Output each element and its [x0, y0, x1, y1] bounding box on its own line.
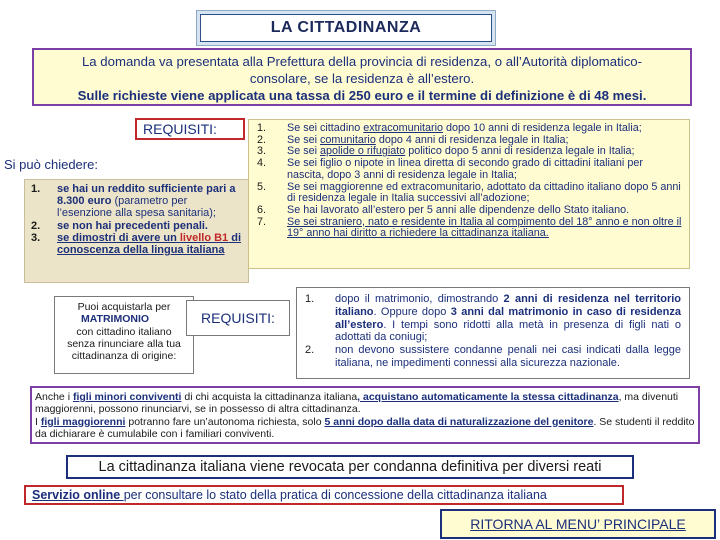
requisito-number: 6. — [257, 203, 267, 216]
matrimonio-line: Puoi acquistarla per — [77, 301, 171, 313]
figli-text: di chi acquista la cittadinanza italiana — [181, 391, 358, 403]
requisito-text: politico dopo 5 anni di residenza legale in Italia; — [405, 145, 635, 158]
figli-keyword: , acquistano automaticamente la stessa cittadinanza — [357, 391, 619, 403]
matrimonio-keyword: MATRIMONIO — [81, 313, 150, 326]
requisito-text: Se sei figlio o nipote in linea diretta di secondo grado di cittadini italiani per nascita, dopo 3 anni di residenza legale in Italia; — [287, 157, 643, 181]
requisito-number: 2. — [257, 133, 267, 146]
condition-number: 3. — [31, 231, 41, 244]
revoca-notice: La cittadinanza italiana viene revocata per condanna definitiva per diversi reati — [66, 455, 634, 479]
condition-item — [31, 232, 244, 256]
matrimonio-requisito-item — [305, 344, 681, 370]
requisito-item — [257, 158, 683, 181]
condition-number: 2. — [31, 219, 41, 232]
requisito-text: Se hai lavorato all’estero per 5 anni alle dipendenze dello Stato italiano. — [287, 203, 630, 216]
requisito-text: Se sei — [287, 145, 321, 158]
requisito-number: 4. — [257, 157, 267, 170]
condition-text: se dimostri di avere un — [57, 231, 180, 244]
matrimonio-box — [54, 296, 194, 374]
requisito-bold: 2 anni di residenza nel territorio italiano — [335, 293, 682, 318]
requisito-text: Se sei cittadino — [287, 122, 364, 134]
requisito-number: 2. — [305, 344, 315, 357]
requisito-bold: 3 anni dal matrimonio in caso di residenza all’estero — [335, 305, 681, 331]
condition-item — [31, 220, 244, 232]
requisito-text: Se sei — [287, 133, 321, 146]
requisito-item — [257, 182, 683, 205]
figli-box — [30, 386, 700, 444]
requisito-text: dopo il matrimonio, dimostrando — [335, 293, 504, 305]
requisito-number: 1. — [305, 293, 315, 305]
requisito-text: . I tempi sono ridotti alla metà in presenza di figli nati o adottati da coniugi; — [335, 318, 681, 344]
servizio-online-link[interactable]: Servizio online — [32, 488, 124, 502]
figli-text: I — [35, 415, 41, 428]
servizio-text: per consultare lo stato della pratica di concessione della cittadinanza italiana — [123, 488, 547, 502]
requisito-item — [257, 205, 683, 217]
page-title: LA CITTADINANZA — [200, 14, 492, 42]
intro-line-2: consolare, se la residenza è all’estero. — [249, 71, 475, 86]
requisito-keyword: extracomunitario — [363, 122, 444, 134]
condition-item — [31, 183, 244, 220]
requisito-number: 5. — [257, 180, 267, 193]
intro-box — [32, 48, 692, 106]
servizio-online-box — [24, 485, 624, 505]
intro-line-1: La domanda va presentata alla Prefettura della provincia di residenza, o all’Autorità diplomatico- — [81, 54, 643, 69]
condition-text-note: (parametro per l’esenzione alla spesa sanitaria); — [57, 195, 216, 220]
figli-keyword: figli maggiorenni — [40, 415, 126, 428]
requisiti-label: REQUISITI: — [135, 118, 245, 140]
condition-number: 1. — [31, 183, 41, 195]
figli-text: , ma divenuti maggiorenni, possono rinunciarvi, se in possesso di altra cittadinanza. — [35, 391, 679, 416]
figli-keyword: figli minori conviventi — [72, 391, 182, 403]
back-to-menu-button[interactable]: RITORNA AL MENU’ PRINCIPALE — [440, 509, 716, 539]
matrimonio-requisiti-box — [296, 287, 690, 379]
requisito-keyword: apolide o rifugiato — [320, 145, 406, 158]
requisito-text: Se sei maggiorenne ed extracomunitario, adottato da cittadino italiano dopo 5 anni di residenza legale in Italia successivi all’adozione; — [287, 180, 681, 205]
figli-keyword: 5 anni dopo dalla data di naturalizzazione del genitore — [324, 415, 594, 428]
requisito-text: dopo 10 anni di residenza legale in Italia; — [443, 122, 642, 134]
si-puo-chiedere-label: Si può chiedere: — [4, 157, 98, 172]
condition-text: di conoscenza della lingua italiana — [57, 231, 242, 257]
requisito-text: non devono sussistere condanne penali nei casi indicati dalla legge italiana, ne impedimenti connessi alla sicurezza nazionale. — [335, 344, 681, 369]
matrimonio-line: cittadinanza di origine: — [71, 350, 177, 363]
matrimonio-requisito-item — [305, 293, 681, 344]
requisito-number: 7. — [257, 215, 267, 228]
matrimonio-line: senza rinunciare alla tua — [67, 337, 181, 350]
requisiti-list-box — [248, 119, 690, 269]
figli-text: potranno fare un’autonoma richiesta, solo — [125, 415, 325, 428]
title-frame — [196, 10, 496, 46]
requisito-text: dopo 4 anni di residenza legale in Italia; — [375, 133, 569, 146]
conditions-box — [24, 179, 249, 283]
language-level: livello B1 — [179, 231, 229, 244]
requisito-number: 3. — [257, 145, 267, 158]
requisito-number: 1. — [257, 122, 267, 134]
requisito-item — [257, 217, 683, 240]
requisito-text: Se sei straniero, nato e residente in Italia al compimento del 18° anno e non oltre il 19° anno hai diritto a richiedere la cittadinanza italiana. — [287, 215, 682, 240]
requisito-text: . Oppure dopo — [373, 305, 451, 318]
figli-text: Anche i — [35, 391, 73, 403]
requisito-keyword: comunitario — [320, 133, 376, 146]
matrimonio-line: con cittadino italiano — [76, 325, 172, 338]
condition-text: se hai un reddito sufficiente pari a 8.300 euro — [57, 183, 236, 208]
intro-line-3: Sulle richieste viene applicata una tassa di 250 euro e il termine di definizione è di 48 mesi. — [77, 88, 647, 103]
figli-text: . Se studenti il reddito da dichiarare è cumulabile con i familiari conviventi. — [35, 415, 695, 440]
requisiti-label-matrimonio: REQUISITI: — [186, 300, 290, 336]
condition-text: se non hai precedenti penali. — [57, 219, 208, 232]
